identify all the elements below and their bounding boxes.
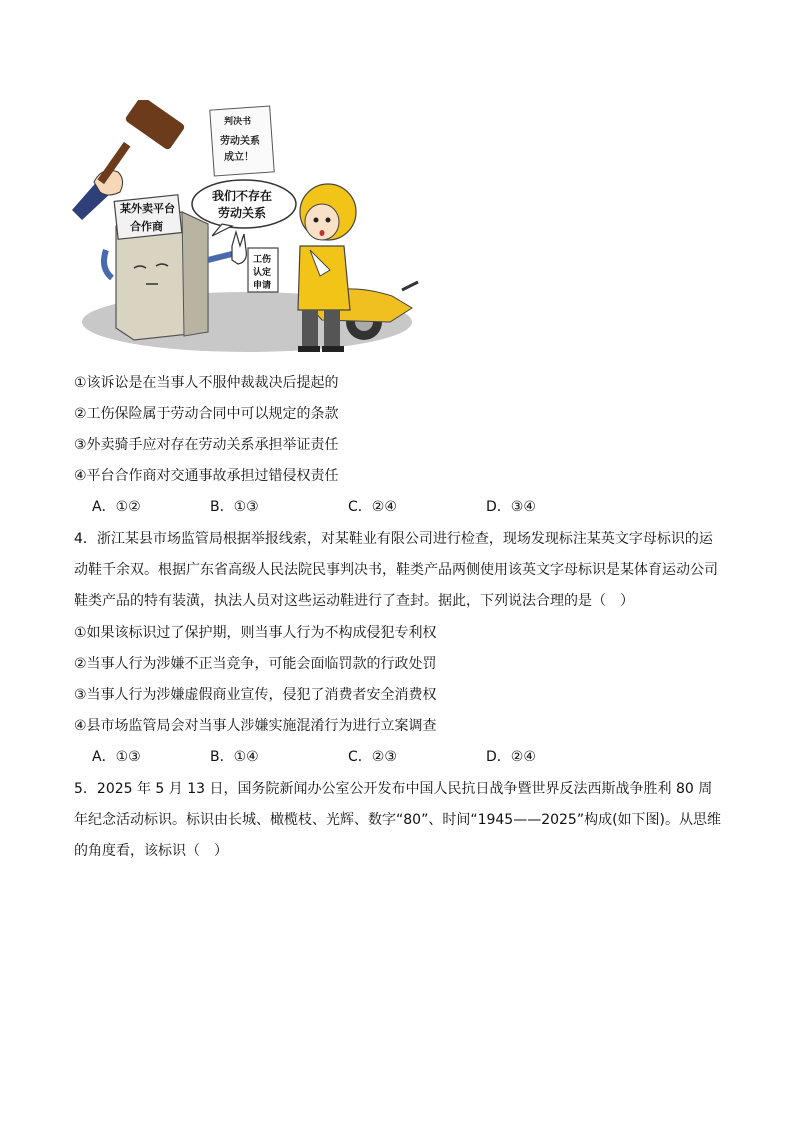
box-label-line1: 某外卖平台 [120, 202, 175, 215]
speech-line2: 劳动关系 [218, 206, 267, 220]
q4-statement-4: ④县市场监管局会对当事人涉嫌实施混淆行为进行立案调查 [74, 718, 437, 734]
gavel-head [124, 100, 185, 151]
form-line1: 工伤 [253, 255, 272, 265]
q3-option-d[interactable]: D．③④ [486, 499, 536, 515]
box-label-line2: 合作商 [130, 220, 163, 233]
labor-dispute-cartoon [72, 100, 422, 360]
q3-statement-4: ④平台合作商对交通事故承担过错侵权责任 [74, 468, 339, 484]
q3-statement-1: ①该诉讼是在当事人不服仲裁裁决后提起的 [74, 375, 339, 391]
q3-option-b[interactable]: B．①③ [210, 499, 259, 515]
q4-option-c[interactable]: C．②③ [348, 749, 397, 765]
speech-line1: 我们不存在 [212, 189, 273, 203]
q4-stem: 4．浙江某县市场监管局根据举报线索，对某鞋业有限公司进行检查，现场发现标注某英文字母标识的运动鞋千余双。根据广东省高级人民法院民事判决书，鞋类产品两侧使用该英文字母标识是某体育运动公司鞋类产品的特有装潢，执法人员对这些运动鞋进行了查封。据此，下列说法合理的是（ ） [74, 531, 718, 609]
q3-statement-3: ③外卖骑手应对存在劳动关系承担举证责任 [74, 437, 339, 453]
judgment-line1: 劳动关系 [220, 136, 260, 147]
q4-statement-1: ①如果该标识过了保护期，则当事人行为不构成侵犯专利权 [74, 625, 437, 641]
judgment-line2: 成立！ [224, 152, 254, 163]
q3-statement-2: ②工伤保险属于劳动合同中可以规定的条款 [74, 406, 339, 422]
q4-statement-3: ③当事人行为涉嫌虚假商业宣传，侵犯了消费者安全消费权 [74, 687, 437, 703]
q4-option-d[interactable]: D．②④ [486, 749, 536, 765]
q5-stem: 5．2025 年 5 月 13 日，国务院新闻办公室公开发布中国人民抗日战争暨世界反法西斯战争胜利 80 周年纪念活动标识。标识由长城、橄榄枝、光辉、数字“80”、时间“1945——2025”构成(如下图)。从思维的角度看，该标识（ ） [74, 781, 722, 859]
q4-statement-2: ②当事人行为涉嫌不正当竞争，可能会面临罚款的行政处罚 [74, 656, 437, 672]
judgment-document [210, 106, 274, 176]
form-line3: 申请 [253, 281, 272, 291]
q4-option-b[interactable]: B．①④ [210, 749, 259, 765]
q3-option-c[interactable]: C．②④ [348, 499, 397, 515]
judgment-title: 判决书 [224, 117, 252, 127]
q3-option-a[interactable]: A．①② [92, 499, 141, 515]
q4-option-a[interactable]: A．①③ [92, 749, 141, 765]
form-line2: 认定 [253, 268, 272, 278]
